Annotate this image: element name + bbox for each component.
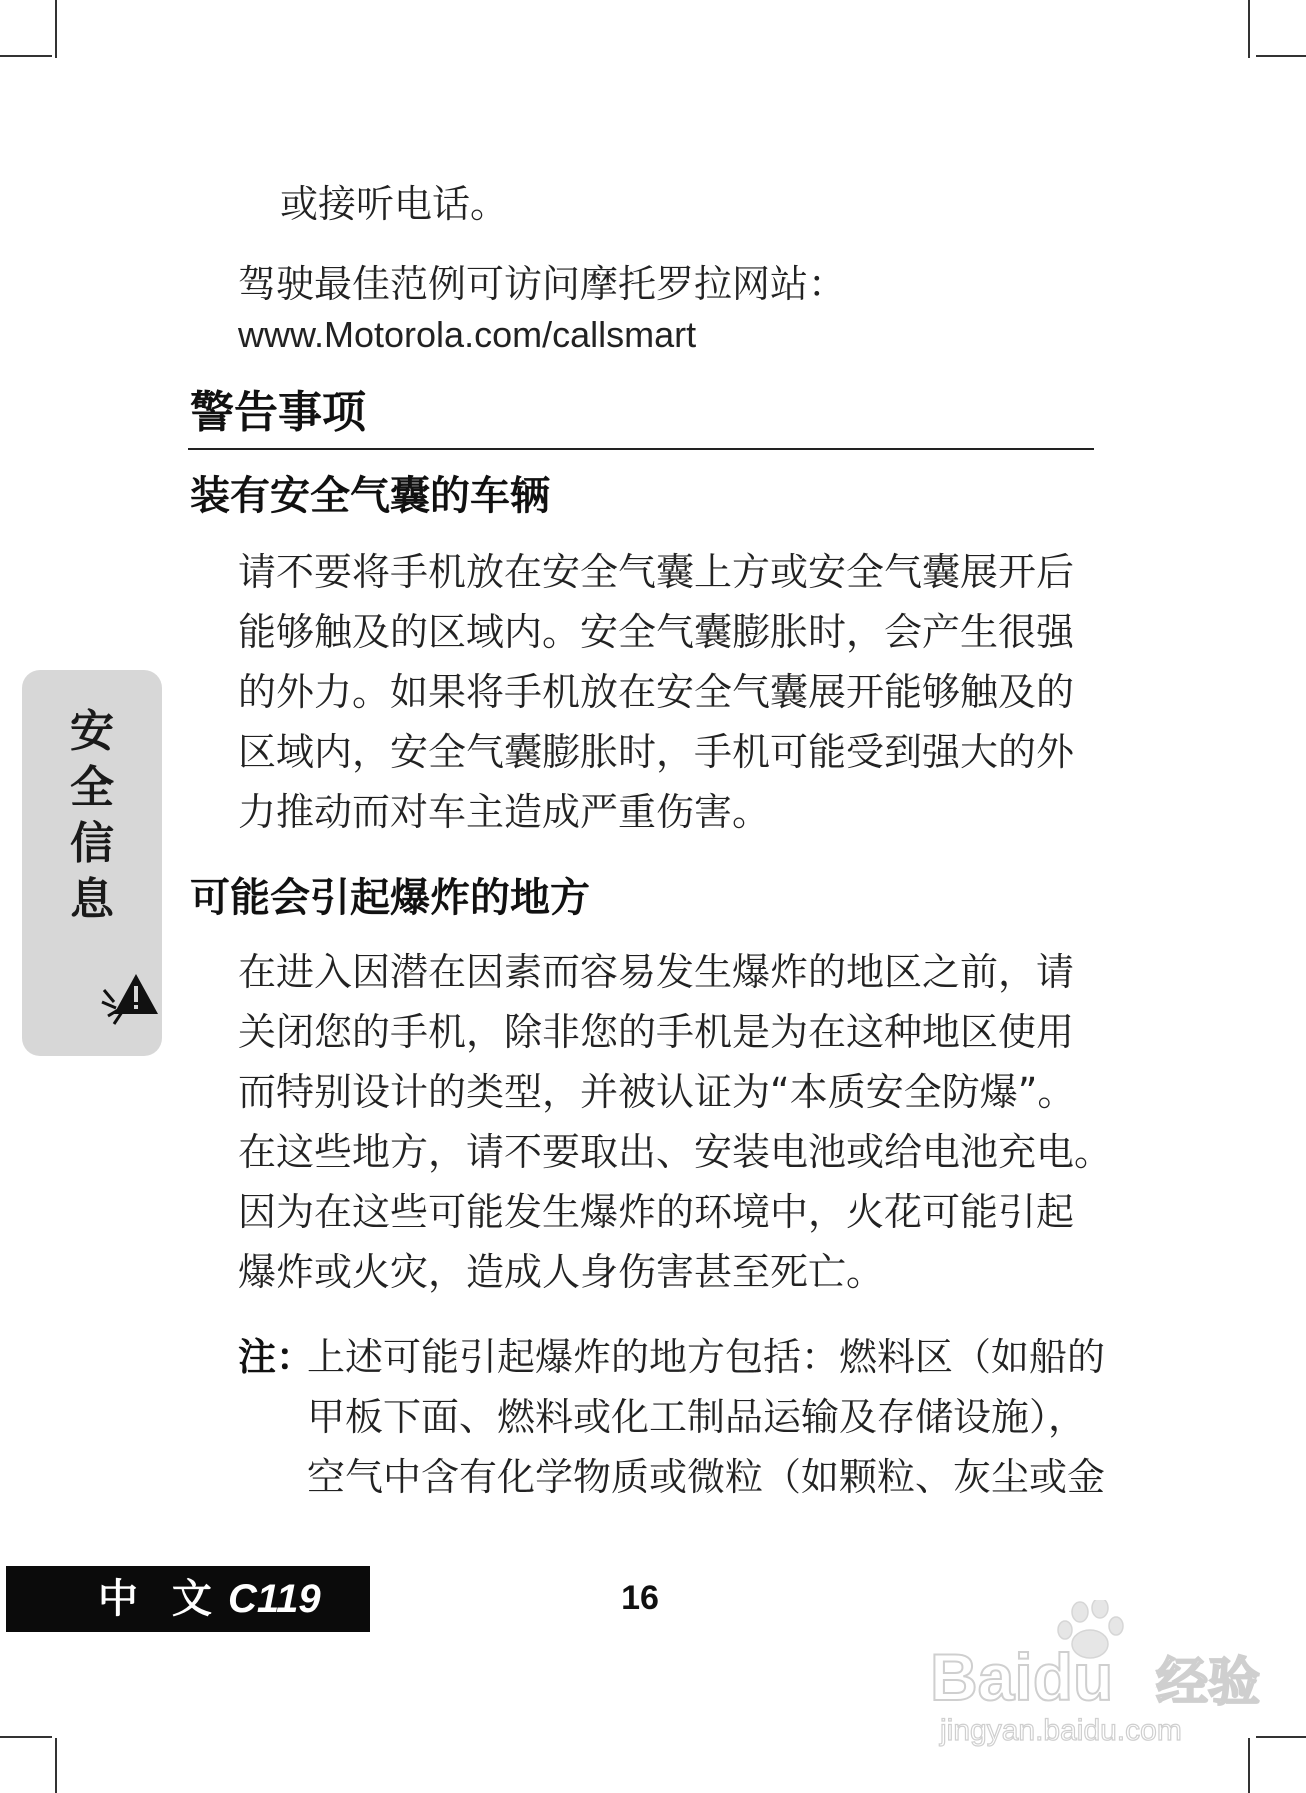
paragraph-line: 力推动而对车主造成严重伤害。 xyxy=(238,790,771,834)
watermark-brand: Baidu xyxy=(930,1640,1114,1714)
intro-continuation: 或接听电话。 xyxy=(280,182,509,226)
explosive-heading: 可能会引起爆炸的地方 xyxy=(190,874,590,921)
paragraph-line: 因为在这些可能发生爆炸的环境中，火花可能引起 xyxy=(238,1190,1075,1234)
paragraph-line: 区域内，安全气囊膨胀时，手机可能受到强大的外 xyxy=(238,730,1075,774)
page-number: 16 xyxy=(621,1579,659,1617)
side-tab-char: 安 xyxy=(70,706,114,757)
footer-model: C119 xyxy=(228,1577,321,1621)
paragraph-line: 关闭您的手机，除非您的手机是为在这种地区使用 xyxy=(238,1010,1075,1054)
crop-mark-top-left-h xyxy=(0,55,52,57)
section-rule xyxy=(188,448,1094,450)
airbag-paragraph xyxy=(238,542,1074,842)
intro-url: www.Motorola.com/callsmart xyxy=(238,314,697,355)
side-tab-char: 信 xyxy=(70,818,114,869)
note-label: 注： xyxy=(238,1335,315,1379)
crop-mark-bottom-left-v xyxy=(55,1738,57,1793)
airbag-heading: 装有安全气囊的车辆 xyxy=(190,472,550,519)
note-line: 甲板下面、燃料或化工制品运输及存储设施）， xyxy=(307,1395,1087,1439)
section-title: 警告事项 xyxy=(190,387,366,438)
explosive-paragraph xyxy=(238,942,1112,1302)
paragraph-line: 在进入因潜在因素而容易发生爆炸的地区之前，请 xyxy=(238,950,1075,994)
warning-explosion-icon xyxy=(100,968,160,1028)
side-tab-char: 息 xyxy=(70,874,114,925)
paragraph-line: 爆炸或火灾，造成人身伤害甚至死亡。 xyxy=(238,1250,885,1294)
footer-language: 中 文 xyxy=(98,1576,222,1622)
baidu-watermark-logo xyxy=(920,1600,1290,1750)
note-paragraph xyxy=(307,1327,1105,1507)
paragraph-line: 能够触及的区域内。安全气囊膨胀时，会产生很强 xyxy=(238,610,1075,654)
crop-mark-bottom-left-h xyxy=(0,1736,52,1738)
crop-mark-top-right-h xyxy=(1256,55,1306,57)
side-tab-label xyxy=(22,704,162,928)
paragraph-line: 的外力。如果将手机放在安全气囊展开能够触及的 xyxy=(238,670,1075,714)
side-tab-safety-info xyxy=(22,670,162,1056)
footer-bar xyxy=(6,1566,370,1632)
paragraph-line: 而特别设计的类型，并被认证为“本质安全防爆”。 xyxy=(238,1070,1076,1114)
note-line: 上述可能引起爆炸的地方包括：燃料区（如船的 xyxy=(307,1335,1106,1379)
intro-website-text: 驾驶最佳范例可访问摩托罗拉网站： xyxy=(238,262,847,306)
watermark-url: jingyan.baidu.com xyxy=(940,1714,1182,1747)
crop-mark-top-left-v xyxy=(55,0,57,58)
note-line: 空气中含有化学物质或微粒（如颗粒、灰尘或金 xyxy=(307,1455,1106,1499)
paragraph-line: 在这些地方，请不要取出、安装电池或给电池充电。 xyxy=(238,1130,1113,1174)
side-tab-char: 全 xyxy=(70,762,114,813)
crop-mark-top-right-v xyxy=(1248,0,1250,58)
paragraph-line: 请不要将手机放在安全气囊上方或安全气囊展开后 xyxy=(238,550,1075,594)
watermark-product: 经验 xyxy=(1156,1653,1261,1713)
